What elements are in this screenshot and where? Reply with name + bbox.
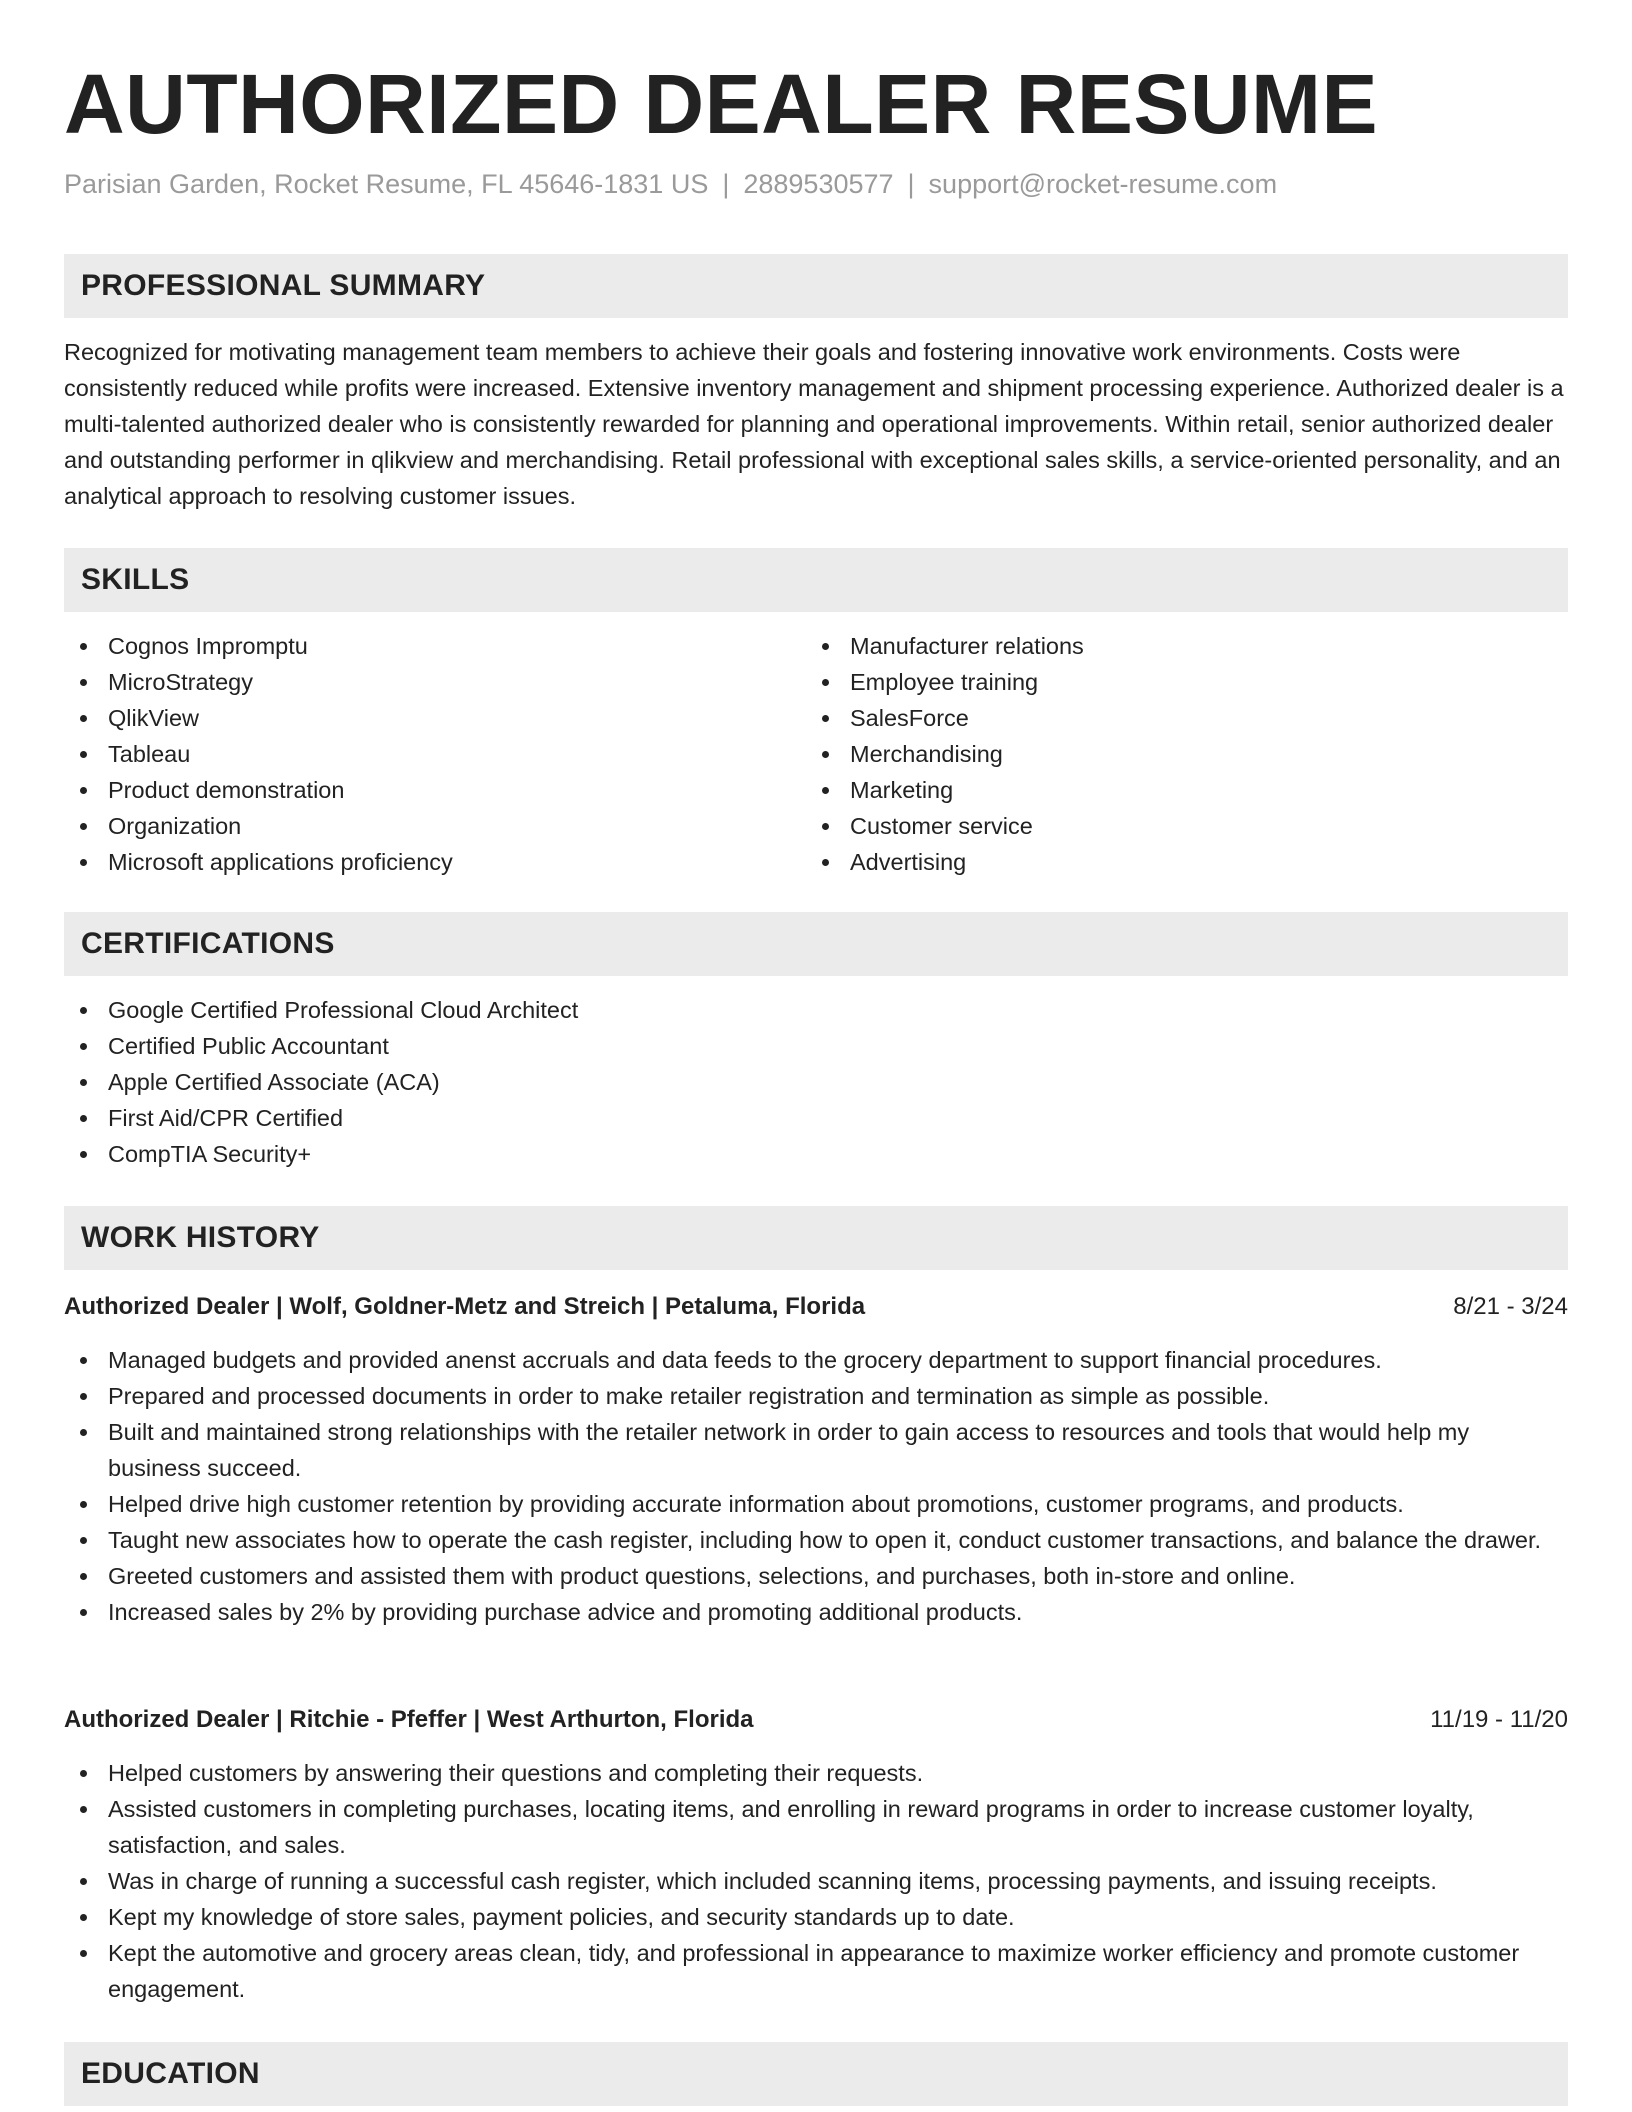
job-dates: 11/19 - 11/20 [1430,1706,1568,1733]
skill-item: Employee training [806,664,1546,700]
skill-item: Product demonstration [64,772,804,808]
job-bullet: Was in charge of running a successful cash register, which included scanning items, processing payments, and issuing receipts. [64,1863,1568,1899]
job-bullet: Assisted customers in completing purchases, locating items, and enrolling in reward programs in order to increase customer loyalty, satisfaction, and sales. [64,1791,1568,1863]
certifications-list [64,992,1568,1172]
job-bullets [64,1755,1568,2007]
skill-item: Microsoft applications proficiency [64,844,804,880]
job-bullet: Helped customers by answering their questions and completing their requests. [64,1755,1568,1791]
certification-item: First Aid/CPR Certified [64,1100,1568,1136]
contact-separator: | [722,169,730,199]
job-header [64,1702,1568,1738]
section-title-skills: SKILLS [81,563,190,596]
job-dates: 8/21 - 3/24 [1453,1293,1568,1320]
contact-phone: 2889530577 [743,169,894,199]
certification-item: Apple Certified Associate (ACA) [64,1064,1568,1100]
contact-line [64,166,1277,202]
contact-email: support@rocket-resume.com [928,169,1278,199]
job-bullet: Built and maintained strong relationships with the retailer network in order to gain access to resources and tools that would help my business succeed. [64,1414,1568,1486]
skill-item: Manufacturer relations [806,628,1546,664]
skill-item: Cognos Impromptu [64,628,804,664]
section-title-certifications: CERTIFICATIONS [81,927,335,960]
section-header-education [64,2042,1568,2106]
skill-item: Tableau [64,736,804,772]
job-title: Authorized Dealer | Ritchie - Pfeffer | West Arthurton, Florida [64,1706,754,1733]
job-bullet: Taught new associates how to operate the cash register, including how to open it, conduct customer transactions, and balance the drawer. [64,1522,1568,1558]
section-header-skills [64,548,1568,612]
skill-item: Merchandising [806,736,1546,772]
skill-item: SalesForce [806,700,1546,736]
section-title-work-history: WORK HISTORY [81,1221,320,1254]
job-bullet: Increased sales by 2% by providing purchase advice and promoting additional products. [64,1594,1568,1630]
skills-list-right [806,628,1546,880]
skill-item: Customer service [806,808,1546,844]
skills-list-left [64,628,804,880]
section-header-work-history [64,1206,1568,1270]
certification-item: Certified Public Accountant [64,1028,1568,1064]
skill-item: Advertising [806,844,1546,880]
skill-item: QlikView [64,700,804,736]
job-bullet: Managed budgets and provided anenst accruals and data feeds to the grocery department to support financial procedures. [64,1342,1568,1378]
job-bullet: Helped drive high customer retention by providing accurate information about promotions, customer programs, and products. [64,1486,1568,1522]
job-header [64,1289,1568,1325]
resume-title: AUTHORIZED DEALER RESUME [64,57,1379,151]
skill-item: MicroStrategy [64,664,804,700]
job-bullet: Greeted customers and assisted them with product questions, selections, and purchases, both in-store and online. [64,1558,1568,1594]
summary-text: Recognized for motivating management team members to achieve their goals and fostering innovative work environments. Costs were consistently reduced while profits were increased. Extensive inventory management and shipment processing experience. Authorized dealer is a multi-talented authorized dealer who is consistently rewarded for planning and operational improvements. Within retail, senior authorized dealer and outstanding performer in qlikview and merchandising. Retail professional with exceptional sales skills, a service-oriented personality, and an analytical approach to resolving customer issues. [64,339,1564,509]
section-title-education: EDUCATION [81,2057,260,2090]
job-bullet: Prepared and processed documents in order to make retailer registration and termination as simple as possible. [64,1378,1568,1414]
certification-item: Google Certified Professional Cloud Architect [64,992,1568,1028]
section-title-summary: PROFESSIONAL SUMMARY [81,269,486,302]
job-bullets [64,1342,1568,1630]
contact-separator: | [907,169,915,199]
certification-item: CompTIA Security+ [64,1136,1568,1172]
contact-address: Parisian Garden, Rocket Resume, FL 45646-1831 US [64,169,709,199]
skill-item: Organization [64,808,804,844]
skill-item: Marketing [806,772,1546,808]
section-header-summary [64,254,1568,318]
section-header-certifications [64,912,1568,976]
job-bullet: Kept my knowledge of store sales, payment policies, and security standards up to date. [64,1899,1568,1935]
job-title: Authorized Dealer | Wolf, Goldner-Metz and Streich | Petaluma, Florida [64,1293,866,1320]
job-bullet: Kept the automotive and grocery areas clean, tidy, and professional in appearance to maximize worker efficiency and promote customer engagement. [64,1935,1568,2007]
